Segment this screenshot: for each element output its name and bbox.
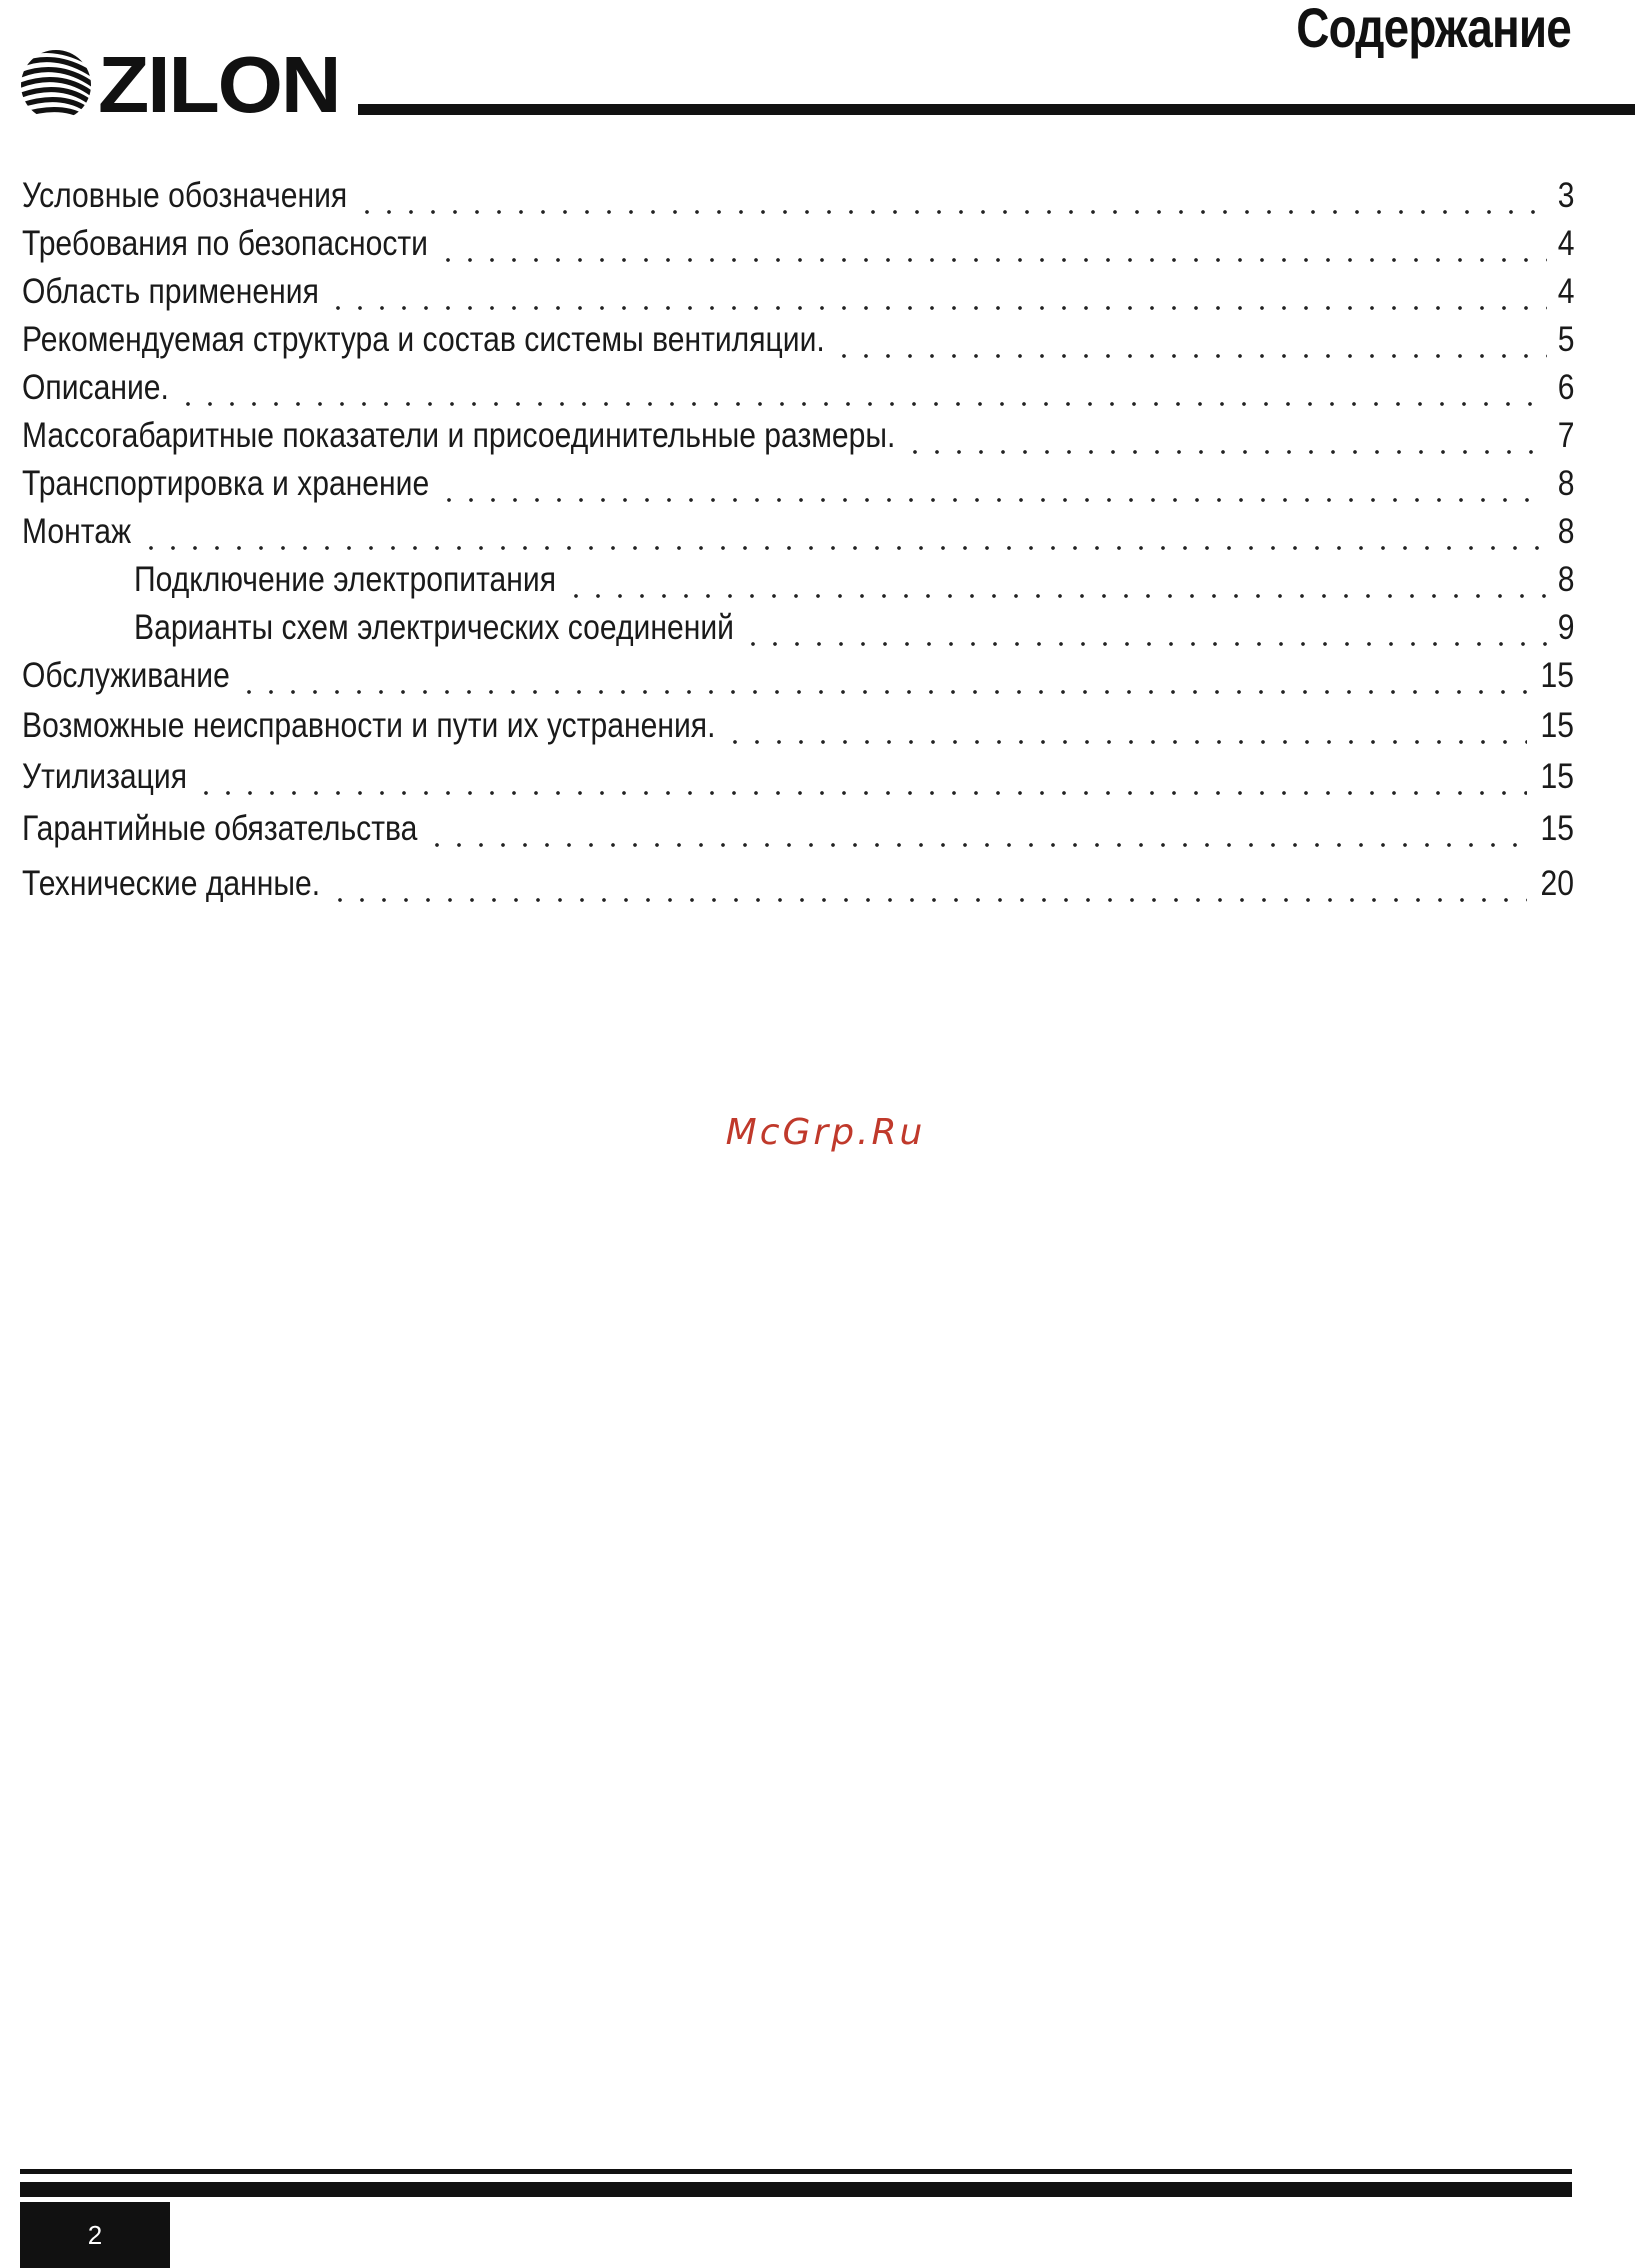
toc-entry-label: Подключение электропитания bbox=[134, 560, 557, 599]
toc-entry-label: Утилизация bbox=[22, 757, 187, 796]
toc-entry-page: 4 bbox=[1557, 272, 1574, 311]
toc-entry[interactable] bbox=[22, 368, 1574, 408]
toc-entry[interactable] bbox=[22, 656, 1574, 696]
page-number-box bbox=[20, 2202, 170, 2268]
dot-leader bbox=[904, 416, 1547, 456]
toc-entry-page: 7 bbox=[1557, 416, 1574, 455]
dot-leader bbox=[438, 464, 1547, 504]
dot-leader bbox=[195, 757, 1527, 797]
dot-leader bbox=[327, 272, 1547, 312]
toc-entry-page: 8 bbox=[1557, 464, 1574, 503]
toc-entry-label: Требования по безопасности bbox=[22, 224, 429, 263]
toc-entry-label: Обслуживание bbox=[22, 656, 230, 695]
dot-leader bbox=[356, 176, 1547, 216]
toc-entry-page: 5 bbox=[1557, 320, 1574, 359]
toc-entry[interactable] bbox=[22, 224, 1574, 264]
logo-wordmark: ZILON bbox=[98, 40, 340, 129]
toc-entry-page: 15 bbox=[1540, 706, 1574, 745]
toc-entry-page: 8 bbox=[1557, 512, 1574, 551]
toc-entry-page: 4 bbox=[1557, 224, 1574, 263]
toc-entry[interactable] bbox=[22, 176, 1574, 216]
toc-entry-label: Описание. bbox=[22, 368, 169, 407]
toc-entry[interactable] bbox=[22, 272, 1574, 312]
toc-entry[interactable] bbox=[22, 464, 1574, 504]
toc-entry[interactable] bbox=[22, 706, 1574, 746]
dot-leader bbox=[140, 512, 1547, 552]
toc-entry[interactable] bbox=[22, 864, 1574, 904]
toc-entry-page: 15 bbox=[1540, 809, 1574, 848]
toc-entry-page: 9 bbox=[1557, 608, 1574, 647]
toc-subentry[interactable] bbox=[134, 560, 1574, 600]
toc-entry-page: 6 bbox=[1557, 368, 1574, 407]
toc-entry-label: Возможные неисправности и пути их устранения. bbox=[22, 706, 716, 745]
toc-entry-page: 8 bbox=[1557, 560, 1574, 599]
toc-entry-label: Массогабаритные показатели и присоединительные размеры. bbox=[22, 416, 896, 455]
toc-entry[interactable] bbox=[22, 809, 1574, 849]
toc-entry-label: Монтаж bbox=[22, 512, 132, 551]
dot-leader bbox=[565, 560, 1547, 600]
dot-leader bbox=[724, 706, 1527, 746]
toc-entry[interactable] bbox=[22, 320, 1574, 360]
toc-entry[interactable] bbox=[22, 512, 1574, 552]
toc-entry-label: Транспортировка и хранение bbox=[22, 464, 430, 503]
dot-leader bbox=[437, 224, 1547, 264]
toc-entry-page: 15 bbox=[1540, 656, 1574, 695]
dot-leader bbox=[329, 864, 1527, 904]
toc-entry[interactable] bbox=[22, 757, 1574, 797]
page-number: 2 bbox=[87, 2219, 103, 2250]
toc-entry-label: Технические данные. bbox=[22, 864, 321, 903]
footer-rule-thick bbox=[20, 2182, 1572, 2197]
toc-entry-label: Область применения bbox=[22, 272, 319, 311]
dot-leader bbox=[426, 809, 1527, 849]
header-rule bbox=[358, 104, 1635, 115]
toc-subentry[interactable] bbox=[134, 608, 1574, 648]
dot-leader bbox=[177, 368, 1547, 408]
toc-entry[interactable] bbox=[22, 416, 1574, 456]
watermark: McGrp.Ru bbox=[725, 1112, 926, 1153]
dot-leader bbox=[833, 320, 1547, 360]
zilon-swirl-icon bbox=[20, 47, 92, 123]
toc-entry-page: 20 bbox=[1540, 864, 1574, 903]
toc-entry-label: Условные обозначения bbox=[22, 176, 348, 215]
toc-entry-page: 3 bbox=[1557, 176, 1574, 215]
toc-entry-label: Гарантийные обязательства bbox=[22, 809, 418, 848]
footer-rule-thin bbox=[20, 2169, 1572, 2174]
toc-entry-label: Варианты схем электрических соединений bbox=[134, 608, 734, 647]
dot-leader bbox=[742, 608, 1547, 648]
page-title: Содержание bbox=[1296, 0, 1571, 59]
dot-leader bbox=[238, 656, 1527, 696]
toc-entry-page: 15 bbox=[1540, 757, 1574, 796]
brand-logo bbox=[20, 40, 340, 129]
toc-entry-label: Рекомендуемая структура и состав системы вентиляции. bbox=[22, 320, 825, 359]
